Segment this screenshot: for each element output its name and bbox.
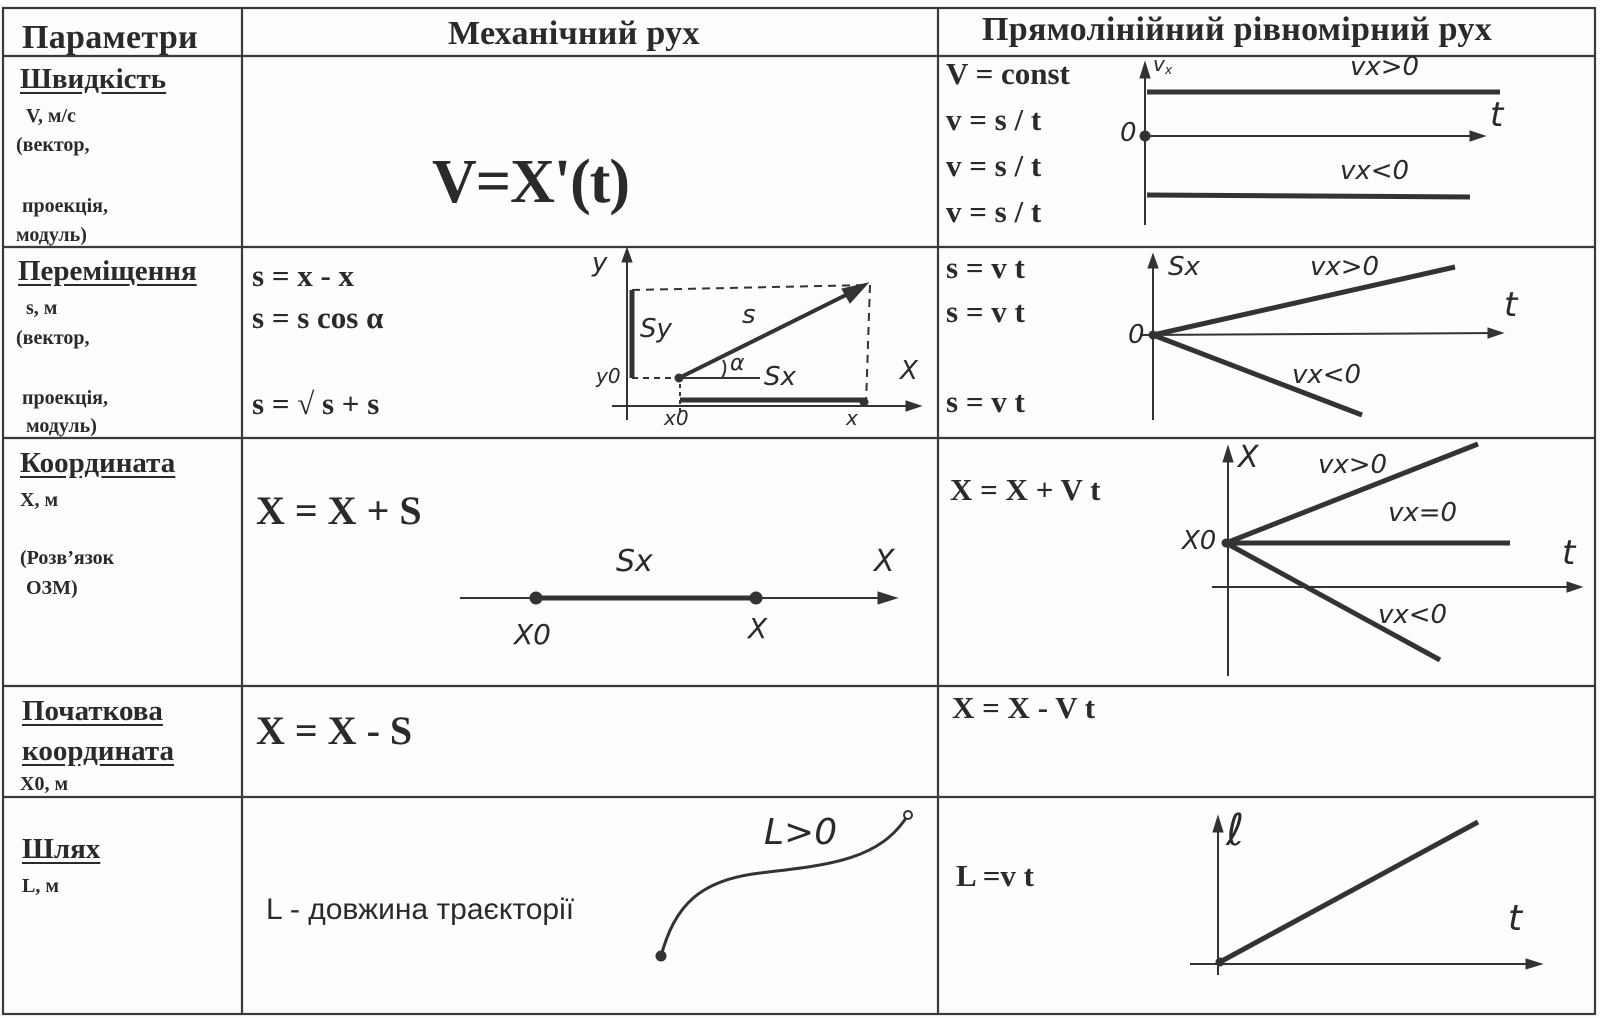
- displacement-uniform-neg: vx<0: [1292, 360, 1362, 390]
- path-uniform-formula: L =v t: [956, 858, 1034, 893]
- param-path-desc-unit: L, м: [22, 875, 59, 897]
- displacement-uniform-axis-t: t: [1504, 285, 1518, 325]
- displacement-uniform-formula-3: s = v t: [946, 384, 1025, 419]
- displacement-diagram-alpha: α: [730, 351, 745, 376]
- displacement-formula-3: s = √ s + s: [252, 386, 380, 421]
- velocity-graph-axis-t: t: [1490, 95, 1504, 135]
- param-displacement-desc-modulus: модуль): [26, 415, 97, 437]
- displacement-diagram-axis-y: y: [592, 248, 608, 278]
- displacement-diagram-y0: y0: [596, 364, 621, 388]
- velocity-graph-origin: 0: [1120, 118, 1137, 148]
- velocity-graph-pos-label: vx>0: [1350, 52, 1420, 82]
- param-displacement-desc-vector: (вектор,: [16, 327, 90, 349]
- param-velocity-desc-projection: проекція,: [22, 195, 108, 217]
- displacement-diagram-s-vector: s: [742, 300, 756, 330]
- path-uniform-axis-t: t: [1508, 898, 1523, 939]
- velocity-graph-axis-y: $v_x$: [1153, 52, 1173, 78]
- velocity-uniform-formula-1: V = const: [946, 56, 1070, 91]
- param-velocity-desc-unit: V, м/с: [26, 105, 76, 127]
- initial-formula: X = X - S: [256, 708, 413, 753]
- displacement-uniform-pos: vx>0: [1310, 252, 1380, 282]
- param-coordinate-desc-unit: X, м: [20, 489, 59, 511]
- velocity-graph-neg-label: vx<0: [1340, 156, 1410, 186]
- coordinate-uniform-formula: X = X + V t: [950, 472, 1101, 507]
- velocity-uniform-formula-4: v = s / t: [946, 194, 1042, 229]
- param-displacement-desc-unit: s, м: [26, 297, 58, 319]
- coordinate-line-sx: Sx: [616, 544, 653, 579]
- param-velocity-name: Швидкість: [20, 63, 167, 95]
- header-col-mechanical: Механічний рух: [448, 15, 700, 52]
- displacement-uniform-axis-y: Sx: [1168, 252, 1200, 282]
- coordinate-line: [460, 592, 897, 604]
- param-initial-name-2: координата: [22, 735, 175, 767]
- velocity-mech-formula: V=X'(t): [432, 148, 630, 216]
- param-velocity-desc-vector: (вектор,: [16, 134, 90, 156]
- displacement-uniform-origin: 0: [1128, 320, 1145, 350]
- displacement-diagram-x0: x0: [664, 406, 689, 430]
- param-displacement-desc-projection: проекція,: [22, 387, 108, 409]
- velocity-uniform-formula-3: v = s / t: [946, 148, 1042, 183]
- param-coordinate-name: Координата: [20, 447, 176, 479]
- param-initial-desc-unit: X0, м: [20, 773, 69, 795]
- param-coordinate-desc-ozm: ОЗМ): [26, 577, 78, 599]
- coordinate-uniform-x0: X0: [1182, 526, 1217, 556]
- path-curve-label: L>0: [764, 812, 838, 853]
- coordinate-line-x0: X0: [514, 618, 551, 651]
- param-velocity-desc-modulus: модуль): [16, 224, 87, 246]
- velocity-uniform-formula-2: v = s / t: [946, 102, 1042, 137]
- displacement-diagram-sy: Sy: [640, 314, 672, 344]
- path-uniform-axis-y: ℓ: [1226, 805, 1245, 856]
- param-path-name: Шлях: [22, 833, 101, 865]
- displacement-diagram-sx: Sx: [764, 362, 796, 392]
- displacement-uniform-formula-2: s = v t: [946, 294, 1025, 329]
- coordinate-uniform-axis-y: X: [1238, 440, 1259, 475]
- coordinate-uniform-neg: vx<0: [1378, 600, 1448, 630]
- coordinate-line-x: X: [748, 612, 768, 645]
- coordinate-line-axis: X: [874, 544, 895, 579]
- velocity-graph: [1140, 62, 1500, 225]
- displacement-diagram-x: x: [846, 406, 858, 430]
- coordinate-uniform-zero: vx=0: [1388, 498, 1458, 528]
- param-initial-name-1: Початкова: [22, 695, 163, 727]
- displacement-formula-2: s = s cos α: [252, 300, 384, 335]
- displacement-uniform-formula-1: s = v t: [946, 250, 1025, 285]
- header-col-uniform: Прямолінійний рівномірний рух: [982, 11, 1493, 48]
- coordinate-uniform-graph: [1212, 440, 1582, 676]
- displacement-diagram-axis-x: X: [900, 356, 918, 386]
- coordinate-uniform-pos: vx>0: [1318, 450, 1388, 480]
- coordinate-formula: X = X + S: [256, 488, 422, 533]
- param-coordinate-desc-solution: (Розв’язок: [20, 547, 115, 569]
- header-col-parameters: Параметри: [22, 19, 198, 56]
- param-displacement-name: Переміщення: [18, 255, 197, 287]
- initial-uniform-formula: X = X - V t: [952, 690, 1096, 725]
- coordinate-uniform-axis-t: t: [1562, 533, 1576, 573]
- path-definition-text: L - довжина траєкторії: [266, 893, 575, 926]
- displacement-formula-1: s = x - x: [252, 258, 355, 293]
